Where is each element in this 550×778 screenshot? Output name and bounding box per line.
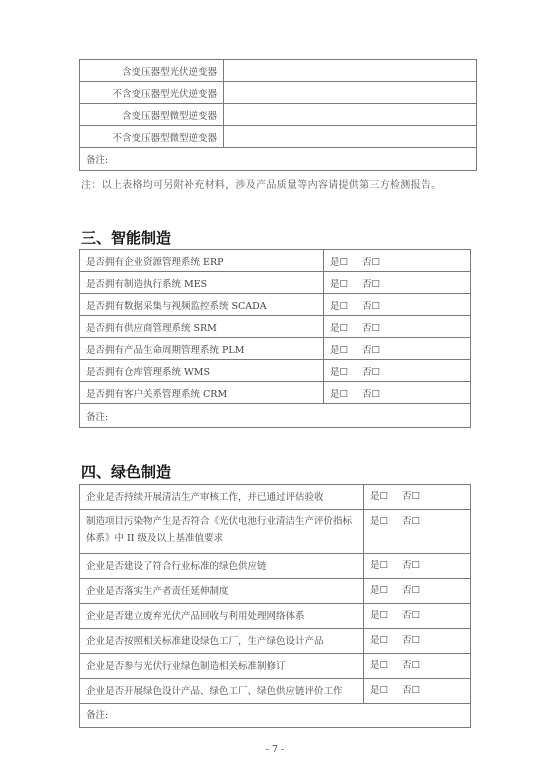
yes-checkbox[interactable]: 是☐ [370, 585, 389, 596]
question-cell: 企业是否持续开展清洁生产审核工作，并已通过评估验收 [80, 485, 364, 510]
question-cell: 企业是否建设了符合行业标准的绿色供应链 [80, 554, 364, 579]
table-row [80, 579, 471, 604]
yes-checkbox[interactable]: 是☐ [370, 560, 389, 571]
row-label: 不含变压器型微型逆变器 [80, 126, 224, 148]
table-row [80, 126, 477, 148]
no-checkbox[interactable]: 否☐ [362, 300, 381, 312]
row-label: 不含变压器型光伏逆变器 [80, 82, 224, 104]
question-cell: 是否拥有供应商管理系统 SRM [80, 316, 324, 338]
table-row [80, 272, 471, 294]
yes-checkbox[interactable]: 是☐ [370, 635, 389, 646]
yes-no-cell [364, 579, 471, 604]
yes-no-cell [364, 629, 471, 654]
table-row [80, 679, 471, 704]
question-cell: 企业是否建立废弃光伏产品回收与利用处理网络体系 [80, 604, 364, 629]
section-title-green-manufacturing: 四、绿色制造 [81, 463, 172, 481]
yes-no-cell [324, 382, 471, 404]
yes-checkbox[interactable]: 是☐ [370, 685, 389, 696]
yes-checkbox[interactable]: 是☐ [370, 491, 389, 502]
table-note: 注：以上表格均可另附补充材料，涉及产品质量等内容请提供第三方检测报告。 [81, 180, 442, 191]
yes-no-cell [324, 250, 471, 272]
no-checkbox[interactable]: 否☐ [362, 322, 381, 334]
yes-checkbox[interactable]: 是☐ [330, 256, 349, 268]
table-row [80, 60, 477, 82]
yes-no-cell [324, 272, 471, 294]
question-cell: 企业是否落实生产者责任延伸制度 [80, 579, 364, 604]
question-cell: 是否拥有数据采集与视频监控系统 SCADA [80, 294, 324, 316]
table-row [80, 104, 477, 126]
table-row [80, 338, 471, 360]
no-checkbox[interactable]: 否☐ [402, 660, 421, 671]
question-cell: 企业是否按照相关标准建设绿色工厂，生产绿色设计产品 [80, 629, 364, 654]
no-checkbox[interactable]: 否☐ [402, 635, 421, 646]
yes-no-cell [324, 360, 471, 382]
table-row [80, 250, 471, 272]
no-checkbox[interactable]: 否☐ [402, 610, 421, 621]
row-value[interactable] [224, 82, 477, 104]
question-cell: 是否拥有客户关系管理系统 CRM [80, 382, 324, 404]
question-cell: 是否拥有仓库管理系统 WMS [80, 360, 324, 382]
remark-cell[interactable]: 备注: [80, 404, 471, 428]
no-checkbox[interactable]: 否☐ [402, 560, 421, 571]
question-cell: 制造项目污染物产生是否符合《光伏电池行业清洁生产评价指标体系》中 II 级及以上基准值要求 [80, 510, 364, 554]
remark-row [80, 148, 477, 171]
remark-cell[interactable]: 备注: [80, 148, 477, 171]
yes-no-cell [364, 554, 471, 579]
remark-row [80, 704, 471, 728]
row-value[interactable] [224, 60, 477, 82]
table-row [80, 485, 471, 510]
yes-no-cell [364, 604, 471, 629]
table-row [80, 554, 471, 579]
no-checkbox[interactable]: 否☐ [362, 366, 381, 378]
question-cell: 企业是否开展绿色设计产品、绿色工厂、绿色供应链评价工作 [80, 679, 364, 704]
table-row [80, 360, 471, 382]
smart-manufacturing-table [79, 249, 471, 428]
yes-checkbox[interactable]: 是☐ [370, 660, 389, 671]
no-checkbox[interactable]: 否☐ [362, 388, 381, 400]
no-checkbox[interactable]: 否☐ [362, 344, 381, 356]
yes-no-cell [324, 316, 471, 338]
remark-cell[interactable]: 备注: [80, 704, 471, 728]
row-label: 含变压器型微型逆变器 [80, 104, 224, 126]
table-row [80, 82, 477, 104]
page-number: - 7 - [265, 744, 285, 755]
remark-row [80, 404, 471, 428]
table-row [80, 294, 471, 316]
yes-no-cell [364, 654, 471, 679]
yes-checkbox[interactable]: 是☐ [370, 610, 389, 621]
table-row [80, 316, 471, 338]
yes-checkbox[interactable]: 是☐ [370, 516, 389, 527]
no-checkbox[interactable]: 否☐ [402, 585, 421, 596]
question-cell: 是否拥有制造执行系统 MES [80, 272, 324, 294]
yes-checkbox[interactable]: 是☐ [330, 388, 349, 400]
question-cell: 企业是否参与光伏行业绿色制造相关标准制修订 [80, 654, 364, 679]
no-checkbox[interactable]: 否☐ [362, 278, 381, 290]
table-row [80, 510, 471, 554]
row-label: 含变压器型光伏逆变器 [80, 60, 224, 82]
no-checkbox[interactable]: 否☐ [402, 516, 421, 527]
row-value[interactable] [224, 126, 477, 148]
table-row [80, 382, 471, 404]
yes-no-cell [364, 679, 471, 704]
green-manufacturing-table [79, 484, 471, 728]
yes-checkbox[interactable]: 是☐ [330, 366, 349, 378]
table-row [80, 604, 471, 629]
yes-no-cell [364, 510, 471, 554]
yes-checkbox[interactable]: 是☐ [330, 322, 349, 334]
question-cell: 是否拥有企业资源管理系统 ERP [80, 250, 324, 272]
no-checkbox[interactable]: 否☐ [402, 491, 421, 502]
yes-no-cell [364, 485, 471, 510]
no-checkbox[interactable]: 否☐ [362, 256, 381, 268]
row-value[interactable] [224, 104, 477, 126]
inverter-table [79, 59, 477, 171]
yes-checkbox[interactable]: 是☐ [330, 278, 349, 290]
no-checkbox[interactable]: 否☐ [402, 685, 421, 696]
section-title-smart-manufacturing: 三、智能制造 [81, 229, 172, 247]
table-row [80, 654, 471, 679]
yes-no-cell [324, 338, 471, 360]
table-row [80, 629, 471, 654]
yes-checkbox[interactable]: 是☐ [330, 300, 349, 312]
yes-checkbox[interactable]: 是☐ [330, 344, 349, 356]
question-cell: 是否拥有产品生命周期管理系统 PLM [80, 338, 324, 360]
yes-no-cell [324, 294, 471, 316]
